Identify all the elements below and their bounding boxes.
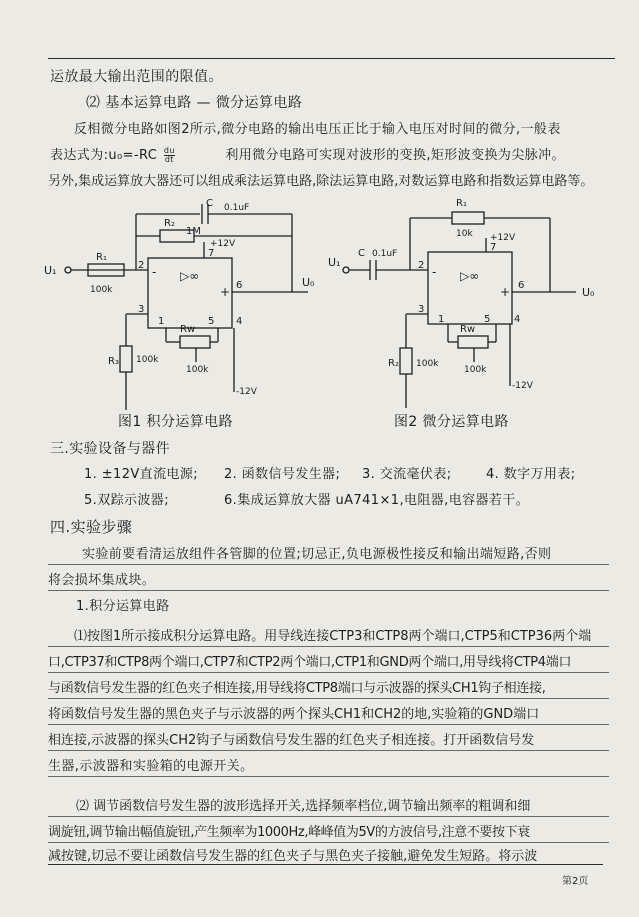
fig1-pin1: 1 xyxy=(158,316,165,327)
diff-para-rest: 利用微分电路可实现对波形的变换,矩形波变换为尖脉冲。 xyxy=(225,148,565,163)
step1-line-6: 生器,示波器和实验箱的电源开关。 xyxy=(48,759,254,774)
fig1-input-label: U₁ xyxy=(44,264,57,277)
diff-para-line-1: 反相微分电路如图2所示,微分电路的输出电压正比于输入电压对时间的微分,一般表 xyxy=(74,122,561,137)
figure-differentiator-circuit xyxy=(324,196,624,416)
resistor-r2 xyxy=(400,348,412,374)
ruled-line xyxy=(48,564,609,565)
diff-para-line-2 xyxy=(50,147,565,165)
formula-fraction xyxy=(164,147,175,164)
fig1-r1-label: R₁ xyxy=(96,252,107,263)
fraction-numerator: du xyxy=(163,146,175,155)
fig1-pin5: 5 xyxy=(208,316,215,327)
page-number: 第2页 xyxy=(562,876,589,887)
step1-line-4: 将函数信号发生器的黑色夹子与示波器的两个探头CH1和CH2的地,实验箱的GND端口 xyxy=(48,707,540,722)
fig1-caption: 图1 积分运算电路 xyxy=(118,414,233,430)
fig1-rw-value: 100k xyxy=(186,365,209,375)
fig2-output-label: U₀ xyxy=(582,286,595,299)
equip-2: 2. 函数信号发生器; xyxy=(224,467,341,482)
step-intro-line-1: 实验前要看清运放组件各管脚的位置;切忌正,负电源极性接反和输出端短路,否则 xyxy=(82,547,552,562)
fig2-minus-sign: - xyxy=(432,265,437,279)
fig1-r3-value: 100k xyxy=(136,355,159,365)
step1-title: 1.积分运算电路 xyxy=(76,599,170,614)
fig2-vminus: -12V xyxy=(512,381,533,391)
intro-tail: 运放最大输出范围的限值。 xyxy=(50,69,223,85)
fig1-pin2: 2 xyxy=(138,260,145,271)
fig1-r2-label: R₂ xyxy=(164,218,175,229)
fig2-opamp-symbol: ▷∞ xyxy=(460,269,480,283)
potentiometer-rw xyxy=(458,336,488,348)
fig1-r3-label: R₃ xyxy=(108,356,119,367)
ruled-line xyxy=(48,816,609,817)
fig2-pin7: 7 xyxy=(490,242,497,253)
fig2-r2-label: R₂ xyxy=(388,358,399,369)
fig2-r1-value: 10k xyxy=(456,229,473,239)
equip-6: 6.集成运算放大器 uA741×1,电阻器,电容器若干。 xyxy=(224,493,530,508)
equip-4: 4. 数字万用表; xyxy=(486,467,576,482)
fig2-rw-value: 100k xyxy=(464,365,487,375)
step1-line-2: 口,CTP37和CTP8两个端口,CTP7和CTP2两个端口,CTP1和GND两个端口,用导线将CTP4端口 xyxy=(48,655,572,670)
fig1-output-label: U₀ xyxy=(302,276,315,289)
step1-line-3: 与函数信号发生器的红色夹子相连接,用导线将CTP8端口与示波器的探头CH1钩子相连接, xyxy=(48,681,546,696)
step2-line-2: 调旋钮,调节输出幅值旋钮,产生频率为1000Hz,峰峰值为5V的方波信号,注意不要按下衰 xyxy=(48,825,530,840)
fig1-r2-value: 1M xyxy=(186,226,201,237)
resistor-r3 xyxy=(120,346,132,372)
equip-5: 5.双踪示波器; xyxy=(84,493,169,508)
diff-formula: u₀=-RC xyxy=(108,148,158,163)
ruled-line xyxy=(48,698,609,699)
equip-1: 1. ±12V直流电源; xyxy=(84,467,199,482)
fig1-pin4: 4 xyxy=(236,316,243,327)
fig2-input-label: U₁ xyxy=(328,256,341,269)
equip-3: 3. 交流毫伏表; xyxy=(362,467,452,482)
input-terminal xyxy=(343,267,349,273)
fig2-pin3: 3 xyxy=(418,304,425,315)
fig1-rw-label: Rw xyxy=(180,324,196,335)
fig2-r2-value: 100k xyxy=(416,359,439,369)
fig2-pin2: 2 xyxy=(418,260,425,271)
fig2-r1-label: R₁ xyxy=(456,198,467,209)
step1-line-5: 相连接,示波器的探头CH2钩子与函数信号发生器的红色夹子相连接。打开函数信号发 xyxy=(48,733,535,748)
fig2-rw-label: Rw xyxy=(460,324,476,335)
fig1-vplus: +12V xyxy=(210,239,236,249)
figure-integrator-circuit xyxy=(40,196,315,436)
fig1-vminus: -12V xyxy=(236,387,257,397)
fig2-vplus: +12V xyxy=(490,233,516,243)
bottom-rule xyxy=(48,864,603,865)
resistor-r1 xyxy=(452,212,484,224)
fig1-opamp-symbol: ▷∞ xyxy=(180,269,200,283)
diff-expr-label: 表达式为: xyxy=(50,148,109,163)
fig2-caption: 图2 微分运算电路 xyxy=(394,414,509,430)
section4-title: 四.实验步骤 xyxy=(50,518,133,536)
fig1-minus-sign: - xyxy=(152,265,157,279)
ruled-line xyxy=(48,590,609,591)
fig1-pin6: 6 xyxy=(236,280,243,291)
fig2-pin5: 5 xyxy=(484,314,491,325)
fig2-plus-sign: + xyxy=(500,285,511,299)
ruled-line xyxy=(48,724,609,725)
step-intro-line-2: 将会损坏集成块。 xyxy=(48,573,156,588)
ruled-line xyxy=(48,842,609,843)
diff-para-line-3: 另外,集成运算放大器还可以组成乘法运算电路,除法运算电路,对数运算电路和指数运算电路等。 xyxy=(48,174,594,189)
top-rule xyxy=(48,58,615,59)
fig2-pin1: 1 xyxy=(438,314,445,325)
fig1-pin3: 3 xyxy=(138,304,145,315)
ruled-line xyxy=(48,750,609,751)
fig1-pin7: 7 xyxy=(208,248,215,259)
fig1-r1-value: 100k xyxy=(90,285,113,295)
input-terminal xyxy=(65,267,71,273)
fig1-plus-sign: + xyxy=(220,285,231,299)
fig2-c-label: C xyxy=(358,248,365,259)
fig1-c-label: C xyxy=(206,198,213,209)
ruled-line xyxy=(48,672,609,673)
ruled-line xyxy=(48,776,609,777)
step1-line-1: ⑴按图1所示接成积分运算电路。用导线连接CTP3和CTP8两个端口,CTP5和CTP36两个端 xyxy=(74,629,592,644)
fig2-pin6: 6 xyxy=(518,280,525,291)
fig2-pin4: 4 xyxy=(514,314,521,325)
section3-title: 三.实验设备与器件 xyxy=(50,441,171,457)
fraction-denominator: dt xyxy=(164,155,174,164)
fig1-c-value: 0.1uF xyxy=(224,203,250,213)
fig2-c-value: 0.1uF xyxy=(372,249,398,259)
potentiometer-rw xyxy=(180,336,210,348)
ruled-line xyxy=(48,646,609,647)
step2-line-1: ⑵ 调节函数信号发生器的波形选择开关,选择频率档位,调节输出频率的粗调和细 xyxy=(76,799,531,814)
step2-line-3: 减按键,切忌不要让函数信号发生器的红色夹子与黑色夹子接触,避免发生短路。将示波 xyxy=(48,849,538,864)
section2-title: ⑵ 基本运算电路 — 微分运算电路 xyxy=(86,95,303,111)
